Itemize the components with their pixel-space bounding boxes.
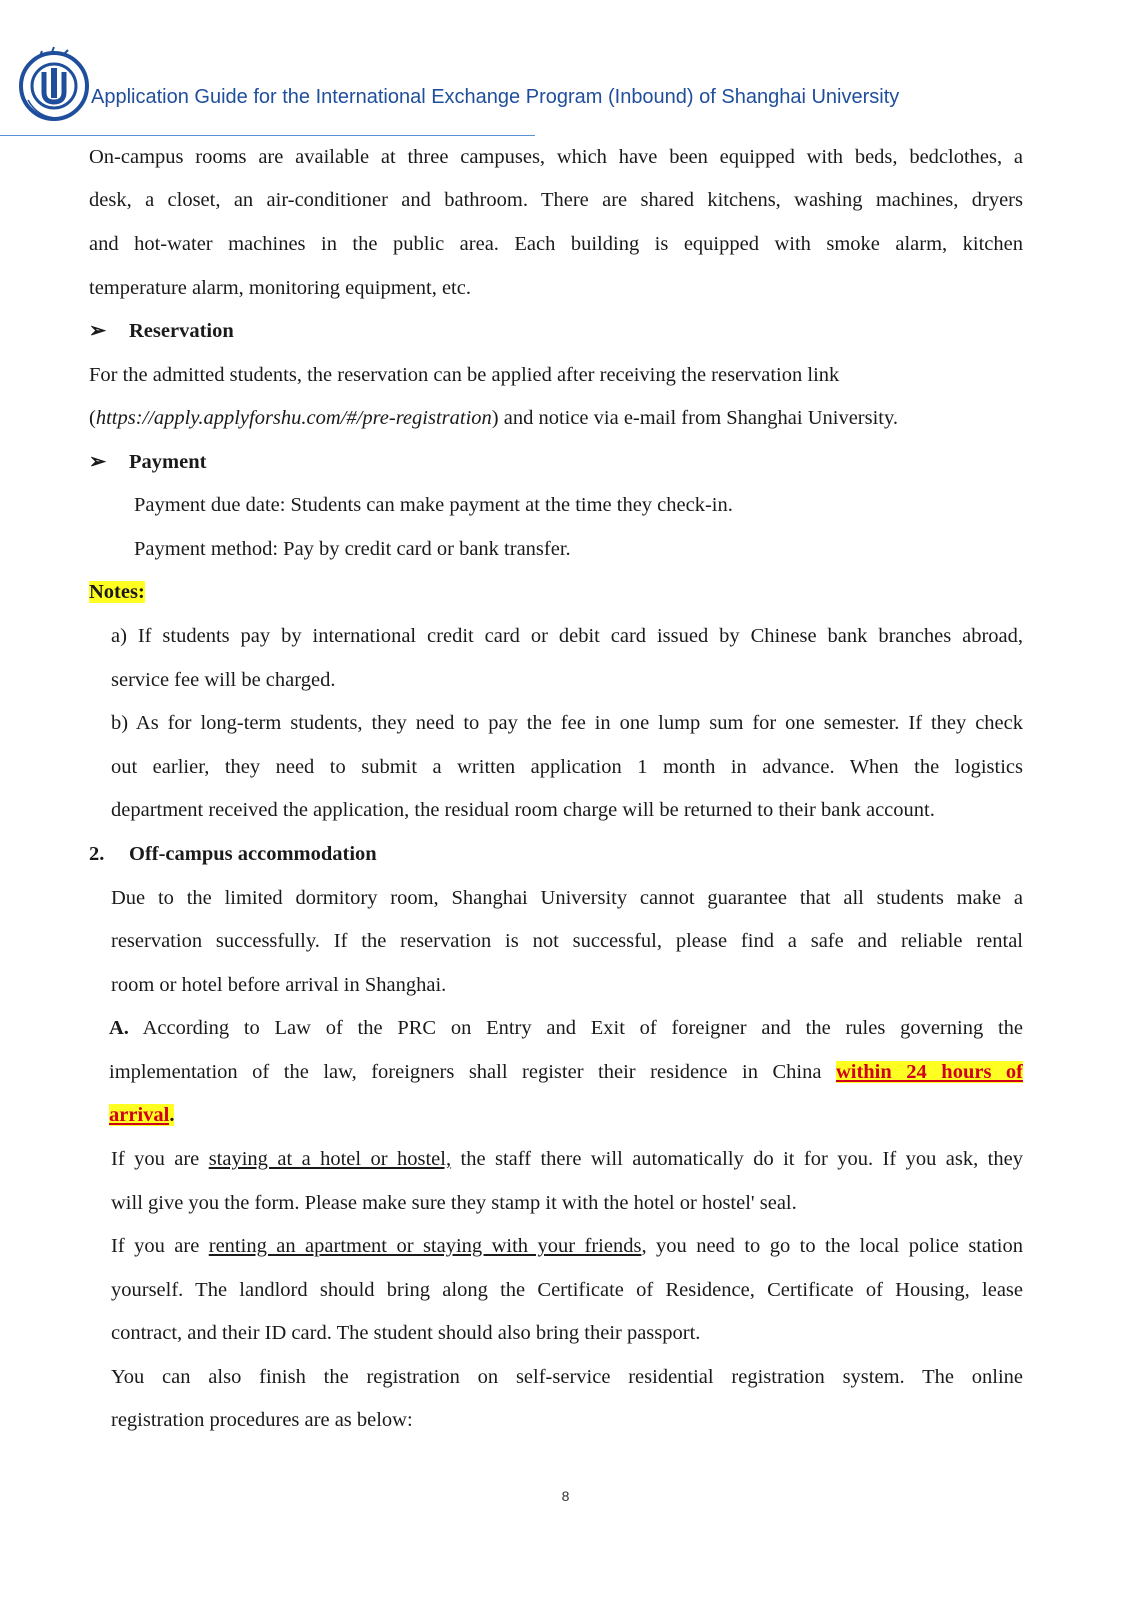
notes-label [89,578,145,606]
reservation-line [89,404,898,432]
point-a-label: A. [109,1017,129,1039]
page-header [0,0,1131,140]
reservation-heading [89,317,234,345]
deadline-highlight: arrival [109,1104,170,1126]
note-b-line: out earlier, they need to submit a written application 1 month in advance. When the logistics [111,756,1023,778]
point-a-line [109,1014,1023,1042]
intro-line: temperature alarm, monitoring equipment, etc. [89,277,471,299]
deadline-period: . [169,1104,175,1126]
hotel-text: If you are [111,1148,209,1170]
off-campus-heading [89,840,377,868]
point-a-line [109,1058,1023,1086]
hotel-line: will give you the form. Please make sure they stamp it with the hotel or hostel' seal. [111,1192,797,1214]
point-a-text: According to Law of the PRC on Entry and Exit of foreigner and the rules governing the [142,1017,1023,1039]
hotel-underline: staying at a hotel or hostel, [208,1148,452,1170]
deadline-highlight: within 24 hours of [835,1061,1023,1083]
note-b-line: department received the application, the residual room charge will be returned to their bank account. [111,799,935,821]
intro-line: and hot-water machines in the public area. Each building is equipped with smoke alarm, kitchen [89,233,1023,255]
payment-title: Payment [129,451,207,473]
payment-due-date: Payment due date: Students can make payment at the time they check-in. [134,494,733,516]
note-a-line: service fee will be charged. [111,669,336,691]
rent-line [111,1232,1023,1260]
rent-text: , you need to go to the local police station [641,1235,1023,1257]
document-title: Application Guide for the International Exchange Program (Inbound) of Shanghai University [91,86,900,108]
reservation-line-rest: ) and notice via e-mail from Shanghai University. [491,407,899,429]
off-campus-line: room or hotel before arrival in Shanghai. [111,974,447,996]
intro-line: desk, a closet, an air-conditioner and bathroom. There are shared kitchens, washing machines, dryers [89,189,1023,211]
off-campus-line: reservation successfully. If the reservation is not successful, please find a safe and reliable rental [111,930,1023,952]
note-b-line: b) As for long-term students, they need to pay the fee in one lump sum for one semester. If they check [111,712,1023,734]
rent-line: contract, and their ID card. The student should also bring their passport. [111,1322,701,1344]
point-a-text: implementation of the law, foreigners shall register their residence in China [109,1061,822,1083]
hotel-line [111,1145,1023,1173]
arrow-bullet-icon: ➢ [89,451,107,473]
rent-line: yourself. The landlord should bring along the Certificate of Residence, Certificate of Housing, lease [111,1279,1023,1301]
paren: ( [89,407,96,429]
off-campus-line: Due to the limited dormitory room, Shanghai University cannot guarantee that all students make a [111,887,1023,909]
hotel-text: the staff there will automatically do it for you. If you ask, they [451,1148,1023,1170]
reservation-line: For the admitted students, the reservation can be applied after receiving the reservation link [89,364,840,386]
reservation-title: Reservation [129,320,234,342]
reservation-link[interactable]: https://apply.applyforshu.com/#/pre-registration [95,407,492,429]
payment-heading [89,448,206,476]
header-divider [0,135,535,136]
off-campus-title: Off-campus accommodation [129,843,377,865]
point-a-line [109,1101,174,1129]
arrow-bullet-icon: ➢ [89,320,107,342]
rent-text: If you are [111,1235,209,1257]
self-service-line: registration procedures are as below: [111,1409,413,1431]
notes-label-text: Notes: [89,581,145,603]
section-number: 2. [89,843,105,865]
note-a-line: a) If students pay by international credit card or debit card issued by Chinese bank branches abroad, [111,625,1023,647]
university-logo-icon [18,44,90,128]
self-service-line: You can also finish the registration on self-service residential registration system. The online [111,1366,1023,1388]
payment-method: Payment method: Pay by credit card or bank transfer. [134,538,571,560]
rent-underline: renting an apartment or staying with your friends [208,1235,642,1257]
intro-line: On-campus rooms are available at three campuses, which have been equipped with beds, bedclothes, a [89,146,1023,168]
page-number: 8 [561,1488,570,1504]
